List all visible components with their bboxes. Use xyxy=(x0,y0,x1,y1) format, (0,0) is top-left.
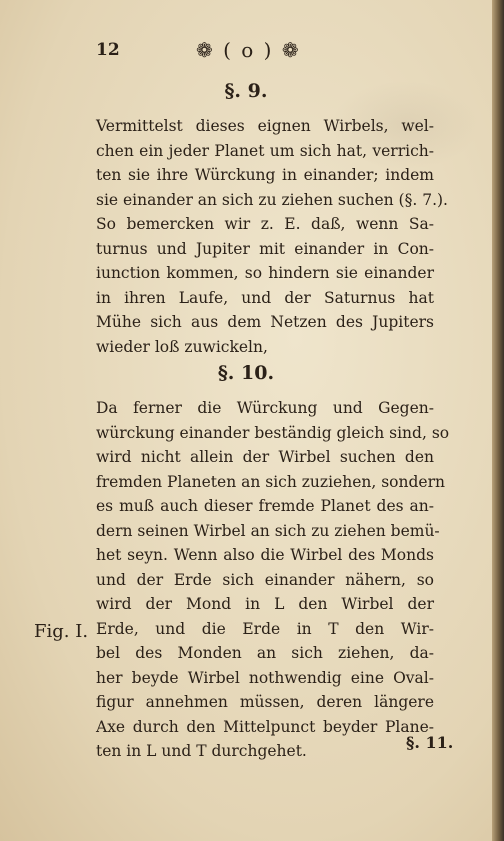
text-line: es muß auch dieser fremde Planet des an- xyxy=(96,497,434,515)
page-number: 12 xyxy=(96,40,120,60)
text-line: figur annehmen müssen, deren längere xyxy=(96,693,434,711)
section-heading-9: §. 9. xyxy=(224,80,268,102)
text-line: Axe durch den Mittelpunct beyder Plane- xyxy=(96,717,434,736)
text-line: ten in L und T durchgehet. xyxy=(96,742,307,760)
paragraph-section-10 xyxy=(96,396,450,764)
page-edge-shadow xyxy=(492,0,504,841)
section-heading-10: §. 10. xyxy=(217,362,275,384)
text-line: turnus und Jupiter mit einander in Con- xyxy=(96,239,434,258)
text-line: Mühe sich aus dem Netzen des Jupiters xyxy=(96,313,434,331)
flower-ornament-icon: ❁ xyxy=(196,38,215,62)
text-line: Erde, und die Erde in T den Wir- xyxy=(96,619,434,638)
text-line: So bemercken wir z. E. daß, wenn Sa- xyxy=(96,215,434,233)
header-center-text: ( o ) xyxy=(223,38,274,62)
text-line: und der Erde sich einander nähern, so xyxy=(96,570,434,589)
text-line: würckung einander beständig gleich sind, so xyxy=(96,423,450,442)
text-line: iunction kommen, so hindern sie einander xyxy=(96,264,434,282)
text-line: het seyn. Wenn also die Wirbel des Monds xyxy=(96,546,434,564)
paragraph-section-9 xyxy=(96,114,448,359)
text-line: wird der Mond in L den Wirbel der xyxy=(96,595,434,613)
text-line: chen ein jeder Planet um sich hat, verrich- xyxy=(96,141,434,160)
page-header xyxy=(96,36,396,66)
header-ornament-group xyxy=(196,38,301,62)
text-line: fremden Planeten an sich zuziehen, sondern xyxy=(96,472,445,491)
text-line: dern seinen Wirbel an sich zu ziehen bemü- xyxy=(96,521,440,540)
text-line: Da ferner die Würckung und Gegen- xyxy=(96,399,434,417)
text-line: her beyde Wirbel nothwendig eine Oval- xyxy=(96,668,434,687)
text-line: in ihren Laufe, und der Saturnus hat xyxy=(96,288,434,307)
catchword: §. 11. xyxy=(406,733,454,752)
text-line: sie einander an sich zu ziehen suchen (§. 7.). xyxy=(96,190,448,209)
text-line: wieder loß zuwickeln, xyxy=(96,337,268,356)
text-line: Vermittelst dieses eignen Wirbels, wel- xyxy=(96,117,434,135)
text-line: wird nicht allein der Wirbel suchen den xyxy=(96,448,434,466)
text-line: ten sie ihre Würckung in einander; indem xyxy=(96,166,434,184)
figure-reference-label: Fig. I. xyxy=(34,621,89,642)
flower-ornament-icon: ❁ xyxy=(281,38,301,62)
text-line: bel des Monden an sich ziehen, da- xyxy=(96,644,434,662)
